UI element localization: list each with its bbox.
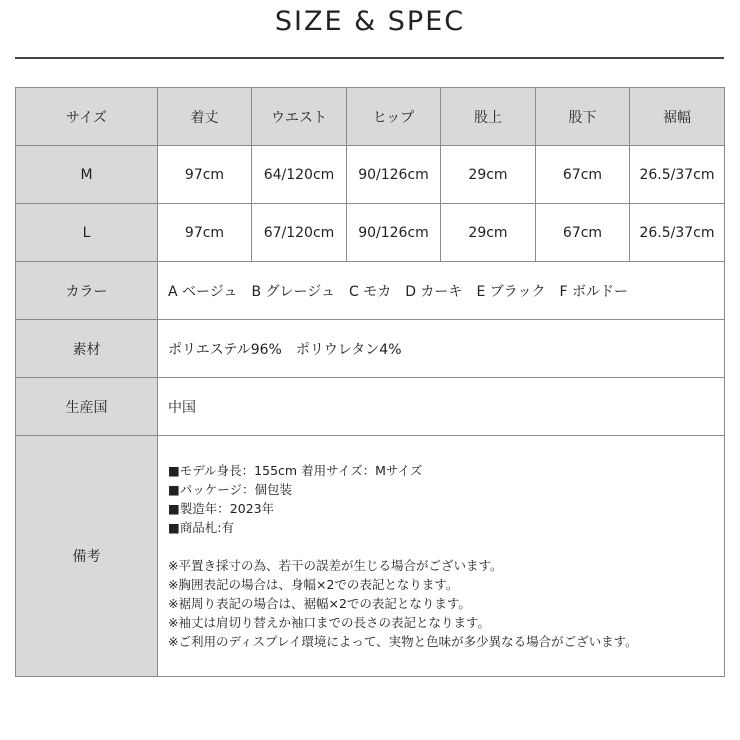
remark-item: ※平置き採寸の為、若干の誤差が生じる場合がございます。 [168,558,503,573]
size-label-m: M [16,146,158,204]
cell-length: 97cm [158,204,252,262]
notes-spacer [168,537,724,556]
cell-rise: 29cm [441,146,536,204]
header-hem-width: 裾幅 [630,88,725,146]
notes-label: 備考 [16,436,158,677]
cell-waist: 67/120cm [252,204,347,262]
page-title: SIZE & SPEC [274,6,466,37]
material-label: 素材 [16,320,158,378]
color-option-a: A ベージュ [168,283,238,300]
header-rise: 股上 [441,88,536,146]
origin-row [16,378,725,436]
notes-row [16,436,725,677]
cell-hem-width: 26.5/37cm [630,204,725,262]
cell-hip: 90/126cm [347,204,441,262]
table-row [16,146,725,204]
color-row [16,262,725,320]
note-item: ■製造年：2023年 [168,501,275,516]
header-hip: ヒップ [347,88,441,146]
note-item: ■商品札:有 [168,520,235,535]
size-label-l: L [16,204,158,262]
cell-waist: 64/120cm [252,146,347,204]
remark-item: ※胸囲表記の場合は、身幅×2での表記となります。 [168,577,459,592]
color-option-f: F ボルドー [559,283,628,300]
table-header-row [16,88,725,146]
color-option-d: D カーキ [405,283,463,300]
cell-hip: 90/126cm [347,146,441,204]
header-size: サイズ [16,88,158,146]
cell-inseam: 67cm [536,204,630,262]
cell-length: 97cm [158,146,252,204]
header-waist: ウエスト [252,88,347,146]
header-length: 着丈 [158,88,252,146]
material-value: ポリエステル96% ポリウレタン4% [158,320,725,378]
note-item: ■パッケージ：個包装 [168,482,293,497]
remark-item: ※ご利用のディスプレイ環境によって、実物と色味が多少異なる場合がございます。 [168,634,638,649]
color-options [158,262,725,320]
color-option-b: B グレージュ [251,283,335,300]
remark-item: ※袖丈は肩切り替えか袖口までの長さの表記となります。 [168,615,490,630]
color-option-c: C モカ [348,283,392,300]
notes-content [158,436,725,677]
header-inseam: 股下 [536,88,630,146]
color-label: カラー [16,262,158,320]
material-row [16,320,725,378]
cell-rise: 29cm [441,204,536,262]
remark-item: ※裾周り表記の場合は、裾幅×2での表記となります。 [168,596,471,611]
origin-value: 中国 [158,378,725,436]
cell-inseam: 67cm [536,146,630,204]
note-item: ■モデル身長：155cm 着用サイズ：Mサイズ [168,463,423,478]
origin-label: 生産国 [16,378,158,436]
table-row [16,204,725,262]
color-option-e: E ブラック [476,283,546,300]
spec-table [15,87,725,677]
title-divider [15,57,724,59]
cell-hem-width: 26.5/37cm [630,146,725,204]
